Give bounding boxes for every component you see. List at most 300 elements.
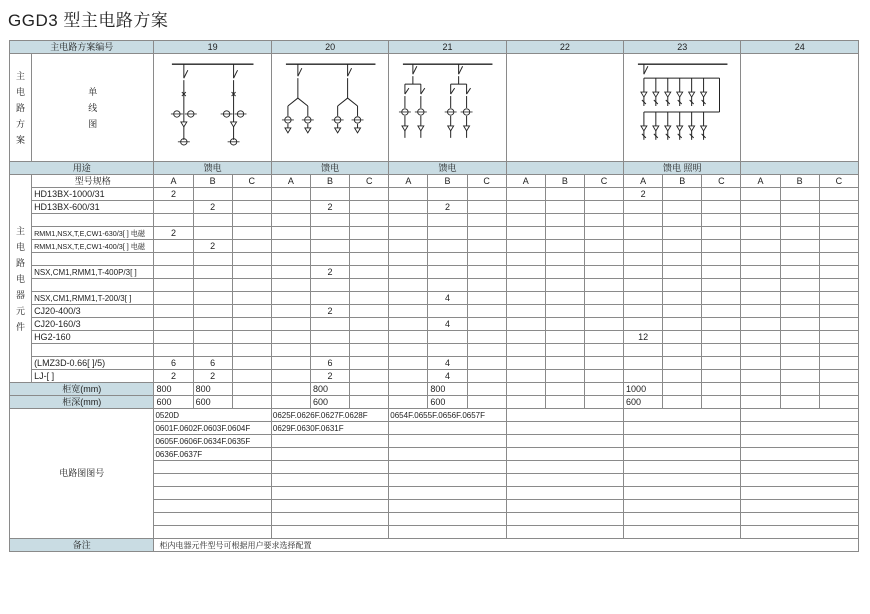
circuit-number [506, 409, 623, 422]
circuit-number [389, 500, 506, 513]
component-quantity [663, 279, 702, 292]
cabinet-depth-value [506, 396, 545, 409]
component-quantity [193, 279, 232, 292]
component-quantity [545, 331, 584, 344]
component-quantity: 6 [311, 357, 350, 370]
component-quantity [506, 240, 545, 253]
component-quantity [780, 188, 819, 201]
component-quantity [350, 253, 389, 266]
main-circuit-scheme-table [9, 40, 859, 552]
circuit-number [389, 513, 506, 526]
usage-value: 馈电 [271, 162, 388, 175]
component-quantity [311, 227, 350, 240]
sub-column-header: C [584, 175, 623, 188]
component-quantity [663, 188, 702, 201]
component-quantity [389, 370, 428, 383]
component-quantity [819, 344, 858, 357]
component-quantity [193, 331, 232, 344]
component-quantity: 4 [428, 292, 467, 305]
cabinet-width-value [506, 383, 545, 396]
sub-column-header: B [780, 175, 819, 188]
circuit-diagram-icon [272, 54, 388, 161]
circuit-number [271, 461, 388, 474]
sub-column-header: C [819, 175, 858, 188]
component-quantity [506, 227, 545, 240]
circuit-number [271, 474, 388, 487]
component-quantity [819, 253, 858, 266]
component-row [10, 214, 859, 227]
component-quantity [193, 266, 232, 279]
component-quantity [193, 318, 232, 331]
component-quantity [624, 318, 663, 331]
component-quantity [624, 253, 663, 266]
component-quantity [780, 292, 819, 305]
circuit-number [506, 474, 623, 487]
component-row [10, 331, 859, 344]
component-quantity [584, 305, 623, 318]
component-quantity [702, 318, 741, 331]
circuit-number: 0629F.0630F.0631F [271, 422, 388, 435]
circuit-number [624, 513, 741, 526]
component-quantity [467, 331, 506, 344]
component-quantity [467, 253, 506, 266]
component-quantity [545, 227, 584, 240]
sub-column-header: A [506, 175, 545, 188]
component-quantity: 4 [428, 318, 467, 331]
component-quantity [741, 201, 780, 214]
component-model: NSX,CM1,RMM1,T-200/3[ ] [32, 292, 154, 305]
component-quantity [780, 253, 819, 266]
component-quantity [232, 370, 271, 383]
cabinet-width-value [232, 383, 271, 396]
component-quantity [819, 214, 858, 227]
component-quantity [663, 253, 702, 266]
component-quantity [702, 188, 741, 201]
component-quantity [232, 357, 271, 370]
cabinet-width-value [584, 383, 623, 396]
component-quantity [271, 227, 310, 240]
circuit-number [506, 422, 623, 435]
circuit-number [741, 422, 859, 435]
component-quantity: 2 [428, 201, 467, 214]
circuit-number [624, 500, 741, 513]
component-quantity [702, 331, 741, 344]
component-quantity [467, 370, 506, 383]
component-quantity: 6 [154, 357, 193, 370]
sub-column-header: B [193, 175, 232, 188]
component-quantity [819, 305, 858, 318]
cabinet-depth-value [702, 396, 741, 409]
component-quantity [741, 266, 780, 279]
component-row [10, 188, 859, 201]
cabinet-width-value [819, 383, 858, 396]
cabinet-width-value [702, 383, 741, 396]
component-quantity [819, 279, 858, 292]
circuit-number [741, 487, 859, 500]
circuit-number [154, 500, 271, 513]
component-quantity [428, 331, 467, 344]
component-model: HG2-160 [32, 331, 154, 344]
component-quantity [741, 344, 780, 357]
circuit-number [154, 474, 271, 487]
component-quantity: 2 [311, 305, 350, 318]
component-quantity [389, 344, 428, 357]
component-quantity [271, 240, 310, 253]
component-quantity [350, 292, 389, 305]
component-quantity [232, 344, 271, 357]
component-row [10, 318, 859, 331]
component-quantity [350, 370, 389, 383]
cabinet-width-value [389, 383, 428, 396]
component-quantity [780, 344, 819, 357]
circuit-number [506, 435, 623, 448]
component-quantity [624, 240, 663, 253]
vertical-label: 主电路电器元件 [10, 175, 32, 383]
component-quantity [545, 201, 584, 214]
sub-column-header: C [350, 175, 389, 188]
component-quantity: 4 [428, 370, 467, 383]
cabinet-depth-value: 600 [428, 396, 467, 409]
component-quantity [154, 331, 193, 344]
component-quantity [506, 188, 545, 201]
circuit-diagram-icon [507, 54, 623, 161]
usage-label: 用途 [10, 162, 154, 175]
cabinet-depth-value [467, 396, 506, 409]
component-quantity [350, 331, 389, 344]
cabinet-width-value [350, 383, 389, 396]
circuit-number [624, 409, 741, 422]
component-quantity [154, 318, 193, 331]
component-quantity [780, 370, 819, 383]
cabinet-depth-value [545, 396, 584, 409]
component-quantity [506, 344, 545, 357]
component-row [10, 292, 859, 305]
component-quantity [702, 201, 741, 214]
circuit-number [389, 474, 506, 487]
component-quantity [232, 305, 271, 318]
component-quantity [545, 357, 584, 370]
component-row [10, 344, 859, 357]
remarks-row [10, 539, 859, 552]
component-quantity [154, 253, 193, 266]
sub-column-header: A [624, 175, 663, 188]
component-quantity [467, 227, 506, 240]
circuit-number: 0601F.0602F.0603F.0604F [154, 422, 271, 435]
component-quantity [311, 253, 350, 266]
circuit-number-row [10, 409, 859, 422]
cabinet-width-value: 800 [154, 383, 193, 396]
page-title: GGD3 型主电路方案 [8, 11, 169, 30]
component-quantity [780, 279, 819, 292]
component-row [10, 357, 859, 370]
component-quantity [467, 318, 506, 331]
component-quantity [819, 370, 858, 383]
component-quantity [663, 344, 702, 357]
circuit-number [624, 448, 741, 461]
cabinet-width-label: 柜宽(mm) [10, 383, 154, 396]
cabinet-depth-label: 柜深(mm) [10, 396, 154, 409]
component-quantity [232, 188, 271, 201]
component-quantity [389, 253, 428, 266]
component-quantity [741, 305, 780, 318]
component-quantity [389, 214, 428, 227]
circuit-diagram-icon [741, 54, 858, 161]
sub-column-header: C [702, 175, 741, 188]
component-quantity [467, 279, 506, 292]
circuit-number [741, 435, 859, 448]
component-quantity [741, 227, 780, 240]
circuit-number: 0654F.0655F.0656F.0657F [389, 409, 506, 422]
circuit-number [389, 435, 506, 448]
component-quantity [741, 318, 780, 331]
component-model [32, 279, 154, 292]
component-quantity [545, 240, 584, 253]
component-quantity [271, 253, 310, 266]
component-quantity [702, 266, 741, 279]
component-model [32, 214, 154, 227]
component-quantity [624, 279, 663, 292]
circuit-number [506, 500, 623, 513]
single-line-diagram-22 [506, 54, 623, 162]
component-quantity [428, 240, 467, 253]
component-quantity [311, 344, 350, 357]
circuit-number [271, 513, 388, 526]
circuit-number [506, 448, 623, 461]
cabinet-width-value [467, 383, 506, 396]
scheme-number: 22 [506, 41, 623, 54]
sub-column-header: A [271, 175, 310, 188]
component-model: HD13BX-600/31 [32, 201, 154, 214]
single-line-diagram-row [10, 54, 859, 162]
circuit-number [389, 448, 506, 461]
component-quantity [428, 305, 467, 318]
component-quantity [663, 266, 702, 279]
component-quantity [232, 279, 271, 292]
component-quantity [506, 357, 545, 370]
component-model: (LMZ3D-0.66[ ]/5) [32, 357, 154, 370]
component-quantity [154, 240, 193, 253]
circuit-number [389, 422, 506, 435]
component-quantity [663, 292, 702, 305]
cabinet-depth-value: 600 [154, 396, 193, 409]
component-quantity [506, 253, 545, 266]
cabinet-depth-row [10, 396, 859, 409]
component-quantity [193, 227, 232, 240]
component-quantity [506, 370, 545, 383]
component-quantity [389, 188, 428, 201]
component-quantity: 2 [311, 370, 350, 383]
usage-value: 馈电 照明 [624, 162, 741, 175]
component-quantity [154, 292, 193, 305]
component-quantity [584, 266, 623, 279]
circuit-diagram-icon [154, 54, 270, 161]
remarks-label: 备注 [10, 539, 154, 552]
component-quantity [350, 188, 389, 201]
component-quantity [584, 357, 623, 370]
component-quantity [819, 331, 858, 344]
cabinet-width-value: 1000 [624, 383, 663, 396]
cabinet-depth-value [819, 396, 858, 409]
cabinet-width-value [663, 383, 702, 396]
component-quantity [584, 279, 623, 292]
circuit-number [624, 526, 741, 539]
cabinet-depth-value [389, 396, 428, 409]
component-quantity [702, 305, 741, 318]
component-quantity [584, 253, 623, 266]
component-quantity [780, 331, 819, 344]
scheme-number: 23 [624, 41, 741, 54]
component-quantity [389, 240, 428, 253]
cabinet-width-value [545, 383, 584, 396]
component-quantity: 12 [624, 331, 663, 344]
component-quantity [819, 201, 858, 214]
component-quantity [663, 214, 702, 227]
circuit-number [271, 435, 388, 448]
circuit-number [389, 461, 506, 474]
component-quantity [741, 188, 780, 201]
component-quantity [741, 240, 780, 253]
cabinet-width-value: 800 [428, 383, 467, 396]
circuit-number [624, 461, 741, 474]
component-quantity [663, 201, 702, 214]
circuit-number [389, 487, 506, 500]
component-quantity [232, 214, 271, 227]
component-quantity [467, 201, 506, 214]
component-quantity [311, 214, 350, 227]
circuit-number [741, 461, 859, 474]
component-quantity [389, 201, 428, 214]
sub-column-header: C [232, 175, 271, 188]
component-quantity [624, 305, 663, 318]
component-quantity [663, 318, 702, 331]
cabinet-width-row [10, 383, 859, 396]
single-line-diagram-21 [389, 54, 506, 162]
circuit-number [154, 487, 271, 500]
component-quantity [389, 331, 428, 344]
component-quantity [702, 214, 741, 227]
component-quantity [193, 344, 232, 357]
sub-column-header: B [545, 175, 584, 188]
component-quantity: 2 [154, 188, 193, 201]
cabinet-depth-value [271, 396, 310, 409]
component-model: HD13BX-1000/31 [32, 188, 154, 201]
circuit-number: 0625F.0626F.0627F.0628F [271, 409, 388, 422]
component-quantity [154, 344, 193, 357]
component-quantity [624, 370, 663, 383]
circuit-diagram-no-label: 电路图图号 [10, 409, 154, 539]
component-quantity [741, 292, 780, 305]
component-model [32, 344, 154, 357]
component-quantity [193, 188, 232, 201]
component-quantity [545, 344, 584, 357]
component-quantity [311, 240, 350, 253]
component-quantity [350, 214, 389, 227]
component-quantity [663, 305, 702, 318]
single-line-label: 单线图 [32, 54, 154, 162]
component-quantity [193, 253, 232, 266]
cabinet-width-value [741, 383, 780, 396]
component-row [10, 201, 859, 214]
circuit-number [741, 513, 859, 526]
component-quantity [350, 357, 389, 370]
component-quantity [702, 344, 741, 357]
component-quantity [271, 357, 310, 370]
circuit-number [271, 526, 388, 539]
component-quantity [741, 370, 780, 383]
sub-column-header: A [741, 175, 780, 188]
component-quantity [663, 331, 702, 344]
component-quantity [311, 318, 350, 331]
component-quantity [663, 370, 702, 383]
component-quantity [232, 292, 271, 305]
component-quantity [193, 214, 232, 227]
component-quantity [819, 266, 858, 279]
circuit-number [741, 526, 859, 539]
component-quantity [624, 357, 663, 370]
circuit-number: 0636F.0637F [154, 448, 271, 461]
sub-column-header: A [154, 175, 193, 188]
component-quantity [506, 318, 545, 331]
component-quantity [545, 279, 584, 292]
component-quantity [350, 318, 389, 331]
component-row [10, 370, 859, 383]
component-quantity [819, 188, 858, 201]
component-quantity [702, 227, 741, 240]
component-quantity [154, 214, 193, 227]
component-quantity [232, 227, 271, 240]
component-quantity [389, 279, 428, 292]
circuit-number [506, 526, 623, 539]
scheme-number: 20 [271, 41, 388, 54]
circuit-number [741, 409, 859, 422]
sub-column-header: B [663, 175, 702, 188]
component-quantity [584, 370, 623, 383]
circuit-diagram-icon [624, 54, 740, 161]
component-quantity [741, 357, 780, 370]
component-model: LJ-[ ] [32, 370, 154, 383]
single-line-diagram-24 [741, 54, 859, 162]
component-quantity [389, 305, 428, 318]
component-quantity: 2 [311, 266, 350, 279]
sub-column-header: B [311, 175, 350, 188]
component-model: CJ20-160/3 [32, 318, 154, 331]
component-quantity [545, 292, 584, 305]
component-row [10, 227, 859, 240]
component-quantity [193, 292, 232, 305]
circuit-number [154, 513, 271, 526]
remarks-text: 柜内电器元件型号可根据用户要求选择配置 [154, 539, 859, 552]
component-model: NSX,CM1,RMM1,T-400P/3[ ] [32, 266, 154, 279]
component-quantity [350, 201, 389, 214]
component-quantity [545, 318, 584, 331]
circuit-number [506, 461, 623, 474]
component-quantity [663, 240, 702, 253]
circuit-number [741, 448, 859, 461]
component-quantity [389, 266, 428, 279]
component-quantity [702, 253, 741, 266]
component-quantity [350, 266, 389, 279]
component-quantity [232, 240, 271, 253]
circuit-number [624, 487, 741, 500]
sub-column-header: C [467, 175, 506, 188]
component-quantity [702, 240, 741, 253]
component-quantity [232, 201, 271, 214]
component-row [10, 279, 859, 292]
circuit-number [154, 461, 271, 474]
component-row [10, 266, 859, 279]
circuit-number [741, 474, 859, 487]
component-quantity: 4 [428, 357, 467, 370]
